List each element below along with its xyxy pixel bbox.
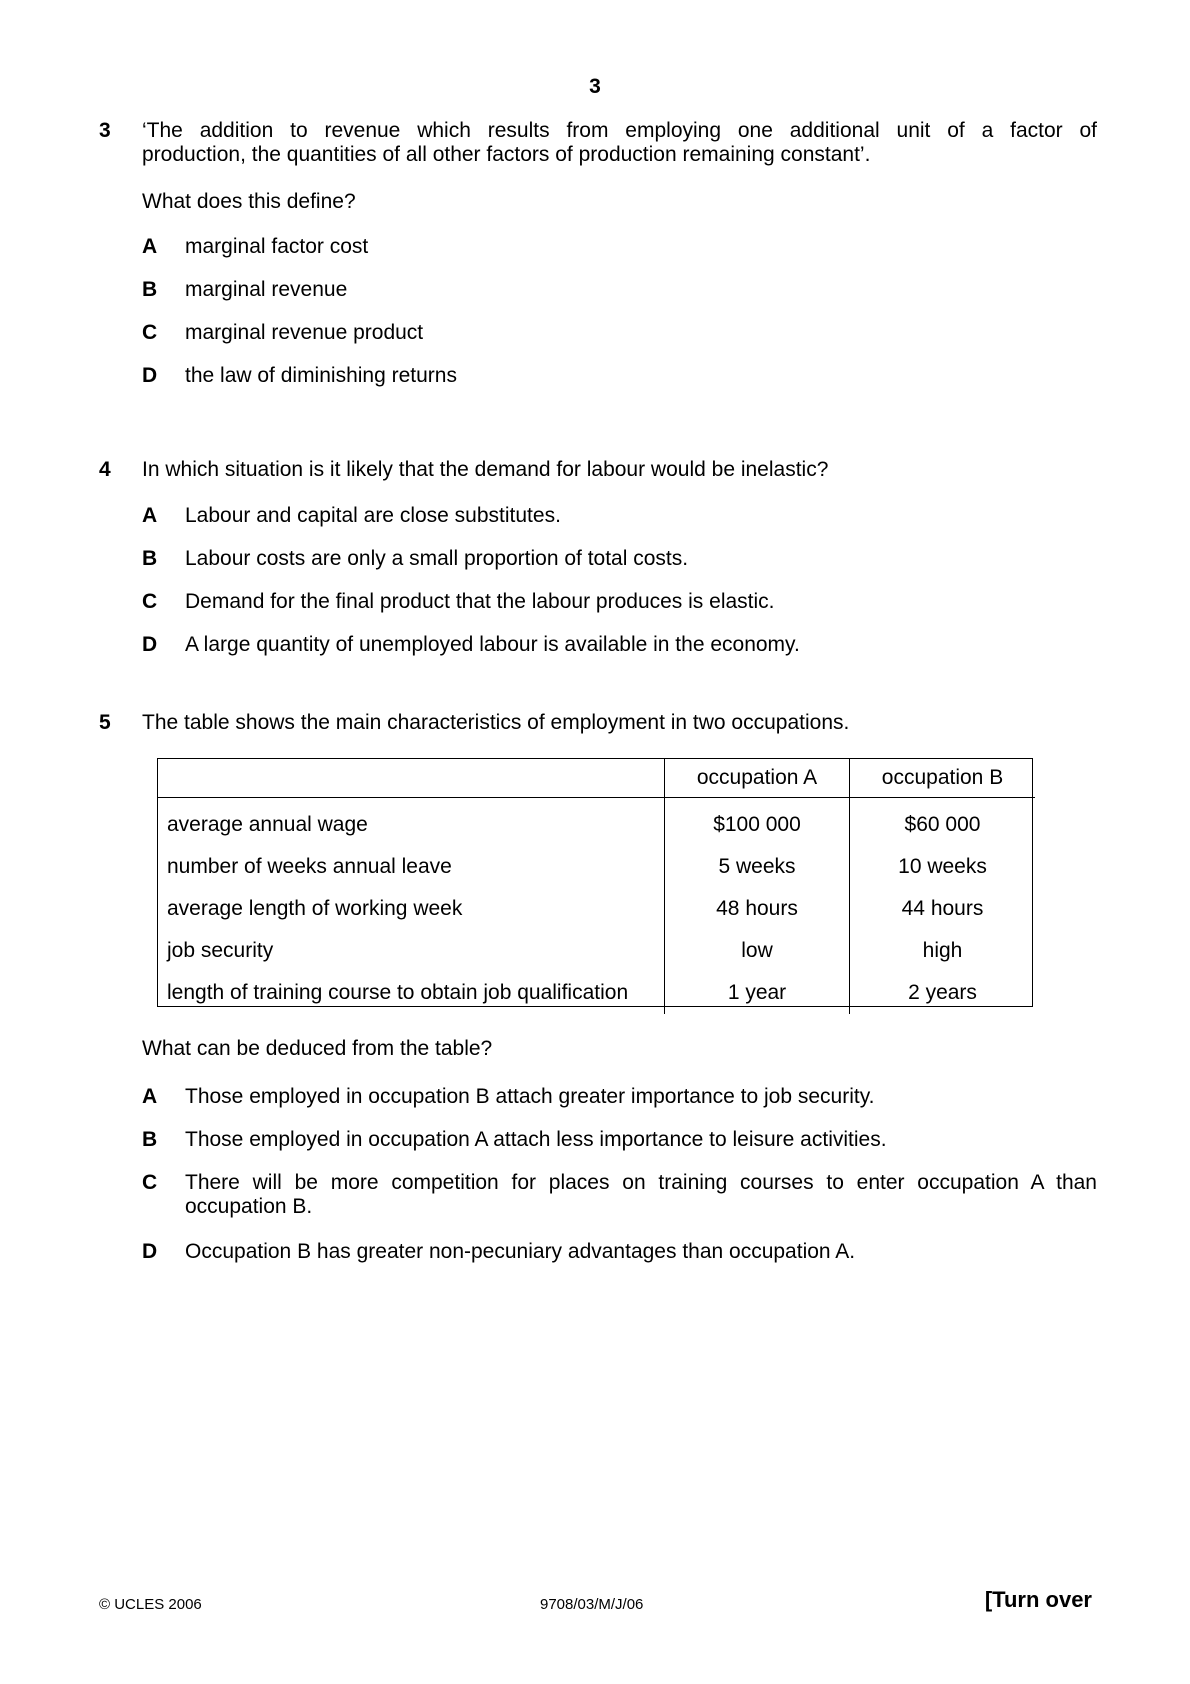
question-3-option-d-text: the law of diminishing returns [185,364,457,387]
question-3-option-a-letter: A [142,235,158,258]
table-row-label: average annual wage [157,798,665,847]
question-4-text: In which situation is it likely that the demand for labour would be inelastic? [142,458,829,481]
table-cell-occupation-a: $100 000 [665,798,850,847]
question-4-option-d-letter: D [142,633,158,656]
occupation-table [157,758,1035,1014]
question-3-stem: What does this define? [142,190,356,213]
table-cell-occupation-b: high [922,939,963,962]
question-3-option-a-text: marginal factor cost [185,235,369,258]
table-row [157,846,1035,888]
table-header-empty [157,758,665,798]
table-row-label: average length of working week [157,888,665,930]
question-5-stem: What can be deduced from the table? [142,1037,493,1060]
table-cell-occupation-a: 5 weeks [665,846,850,888]
question-5-option-c-text-line2: occupation B. [185,1195,313,1218]
table-cell-occupation-a: low [665,930,850,972]
table-cell-occupation-b: $60 000 [904,813,981,836]
question-4-option-d-text: A large quantity of unemployed labour is available in the economy. [185,633,800,656]
table-row-label: job security [157,930,665,972]
question-4-option-a-letter: A [142,504,158,527]
question-5-number: 5 [99,711,111,734]
table-row [157,888,1035,930]
question-5-option-a-text: Those employed in occupation B attach greater importance to job security. [185,1085,875,1108]
table-cell-occupation-b: 2 years [908,981,977,1004]
footer-paper-code: 9708/03/M/J/06 [540,1596,644,1613]
table-row-label: length of training course to obtain job qualification [157,972,665,1014]
page-number: 3 [589,75,601,98]
question-5-option-c-letter: C [142,1171,158,1194]
question-5-option-a-letter: A [142,1085,158,1108]
table-cell-occupation-a: 1 year [665,972,850,1014]
table-header-row [157,758,1035,798]
footer-turn-over: [Turn over [984,1587,1092,1612]
table-cell-occupation-b: 10 weeks [898,855,987,878]
question-3-option-b-letter: B [142,278,158,301]
question-3-option-c-letter: C [142,321,158,344]
table-cell-occupation-b: 44 hours [901,897,984,920]
table-header-occupation-a: occupation A [665,758,850,798]
question-3-text-line2: production, the quantities of all other factors of production remaining constant’. [142,143,871,166]
question-5-option-b-text: Those employed in occupation A attach less importance to leisure activities. [185,1128,887,1151]
table-cell-occupation-a: 48 hours [665,888,850,930]
question-4-option-b-text: Labour costs are only a small proportion of total costs. [185,547,689,570]
table-row [157,930,1035,972]
question-5-option-c-text-line1: There will be more competition for places on training courses to enter occupation A than [185,1171,1097,1194]
table-header-occupation-b: occupation B [850,758,1036,798]
question-5-option-d-letter: D [142,1240,158,1263]
question-3-option-d-letter: D [142,364,158,387]
table-row-label: number of weeks annual leave [157,846,665,888]
question-4-option-b-letter: B [142,547,158,570]
question-4-option-c-text: Demand for the final product that the labour produces is elastic. [185,590,775,613]
question-3-option-c-text: marginal revenue product [185,321,424,344]
question-4-option-c-letter: C [142,590,158,613]
question-5-option-b-letter: B [142,1128,158,1151]
question-5-option-d-text: Occupation B has greater non-pecuniary advantages than occupation A. [185,1240,856,1263]
question-3-number: 3 [99,119,111,142]
question-4-option-a-text: Labour and capital are close substitutes. [185,504,561,527]
table-row [157,972,1035,1014]
question-5-text: The table shows the main characteristics of employment in two occupations. [142,711,850,734]
footer-copyright: © UCLES 2006 [99,1596,202,1613]
question-3-text-line1: ‘The addition to revenue which results from employing one additional unit of a factor of [142,119,1097,142]
question-4-number: 4 [99,458,111,481]
question-3-option-b-text: marginal revenue [185,278,348,301]
table-row [157,798,1035,847]
